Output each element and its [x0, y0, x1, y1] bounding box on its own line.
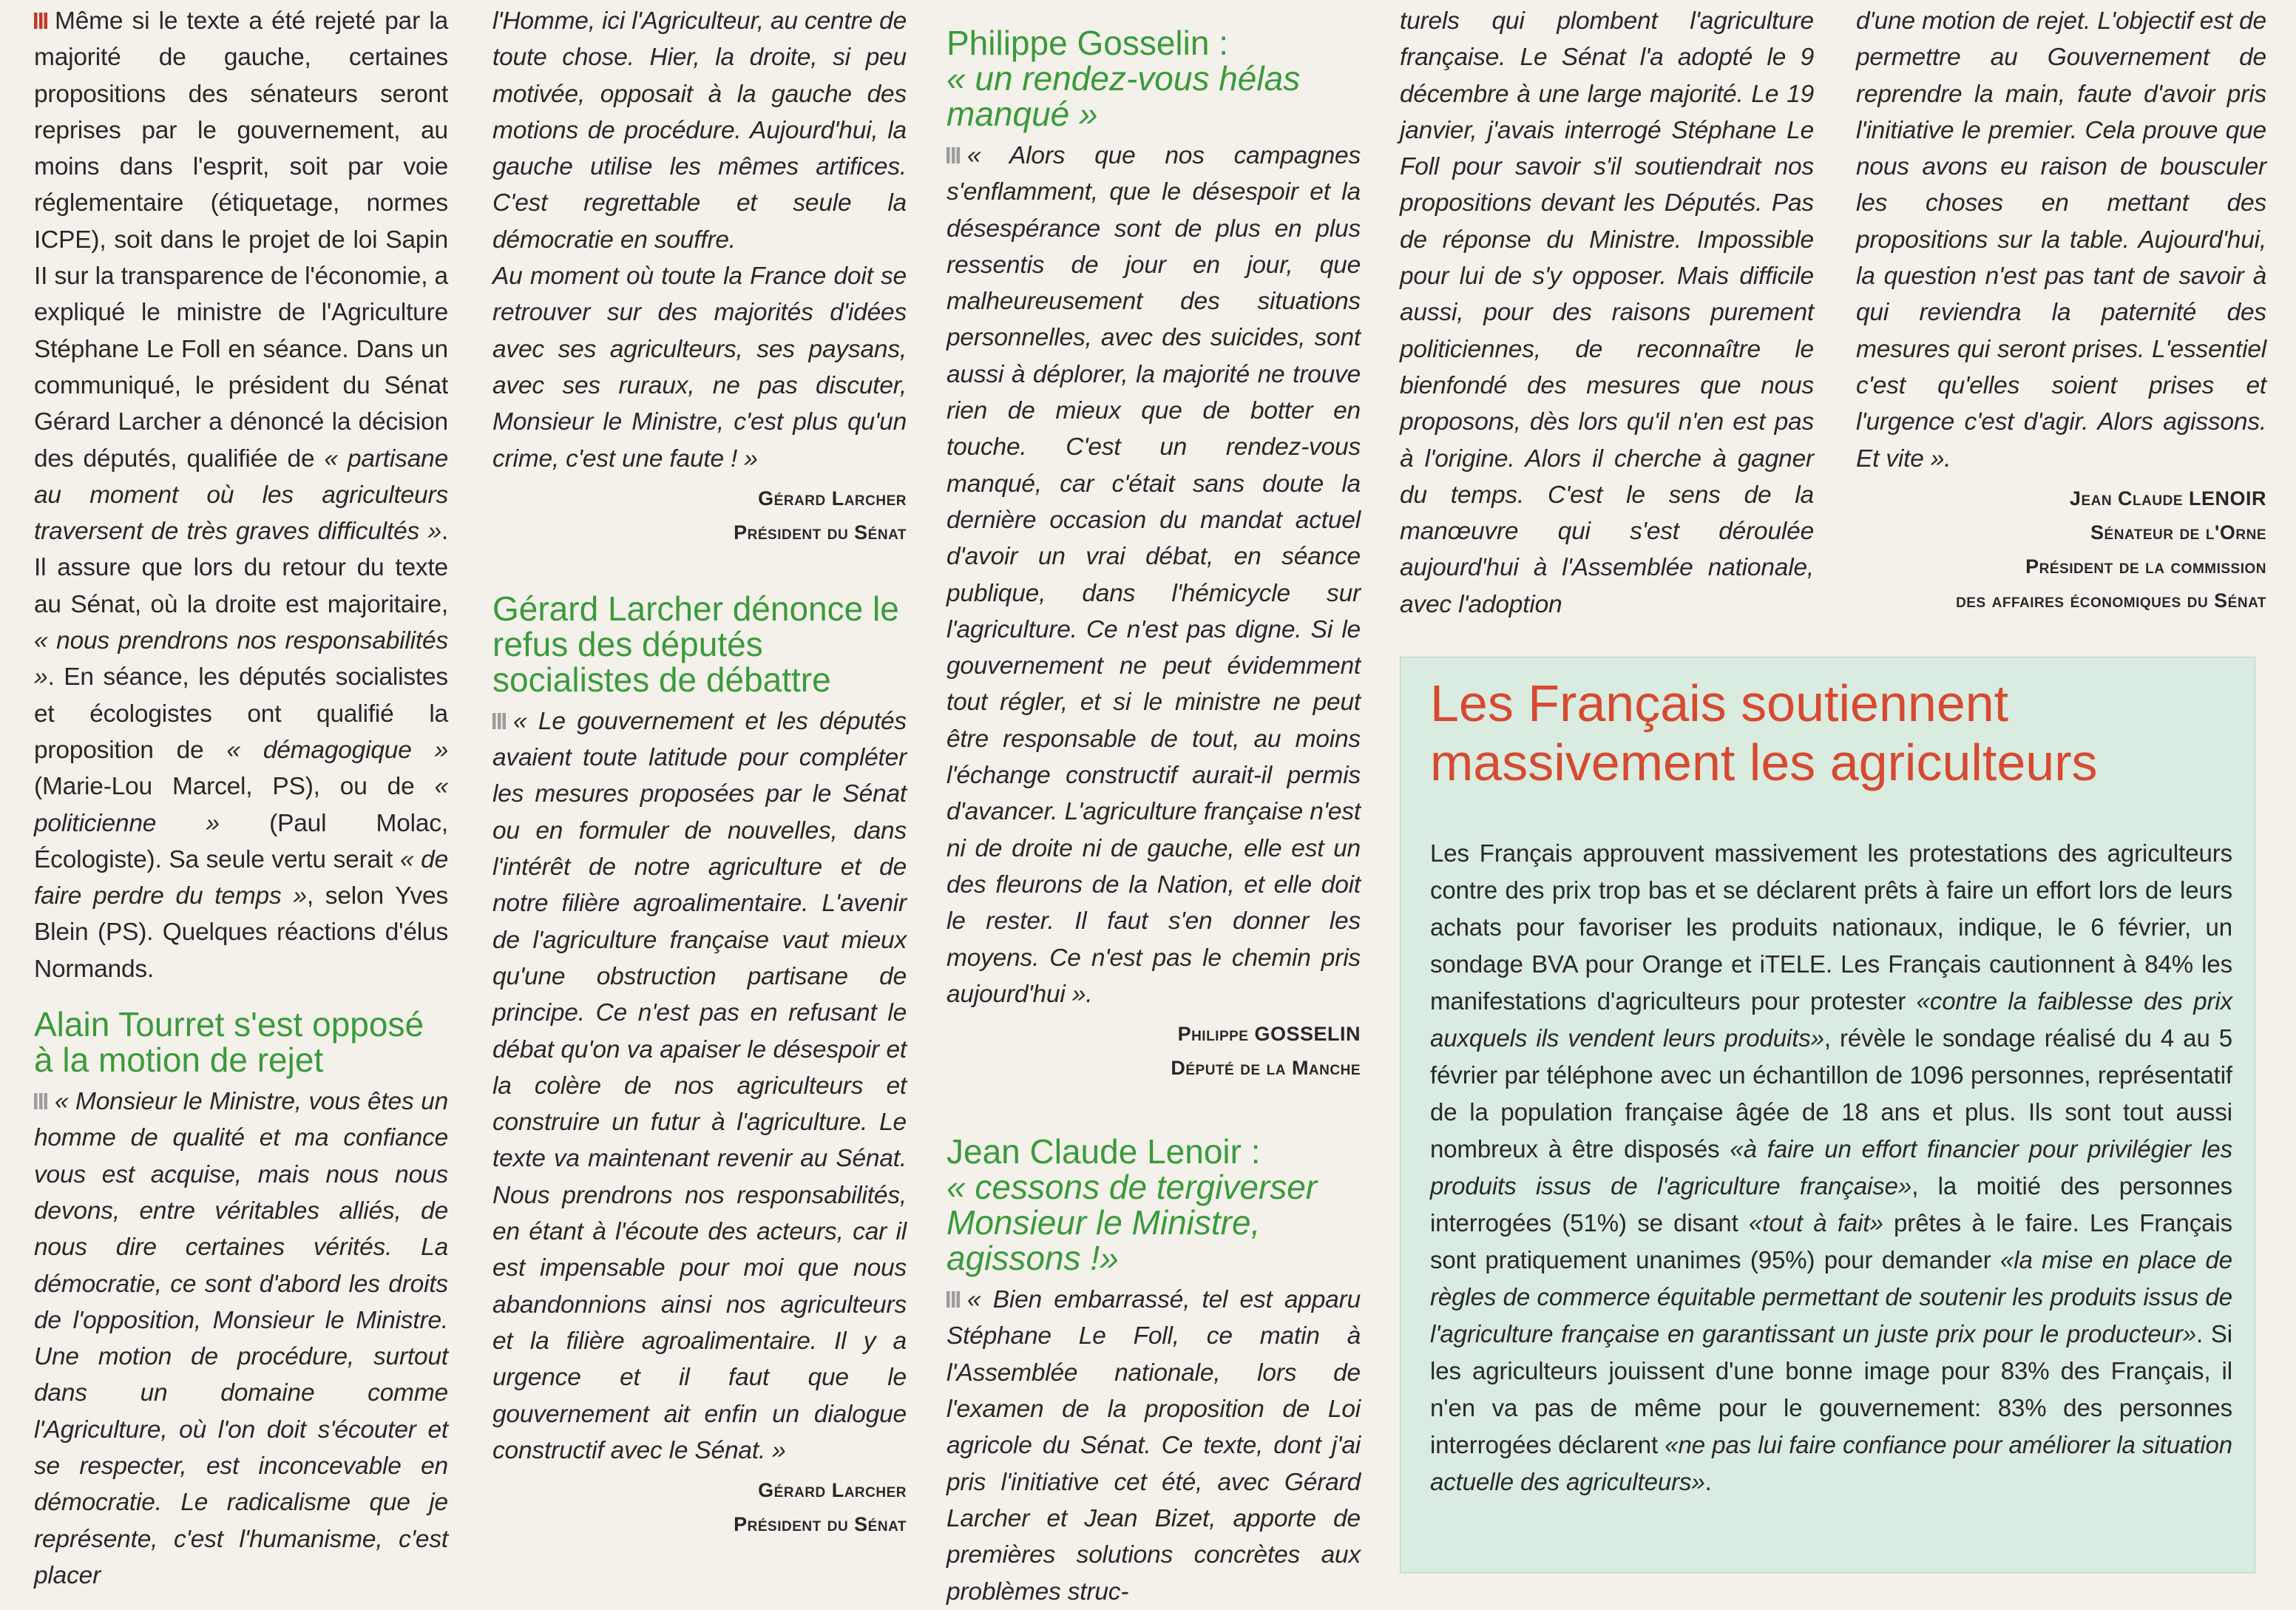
column-3 — [946, 25, 1361, 1610]
paragraph-marker-icon — [34, 1093, 47, 1109]
signature-larcher — [492, 1473, 907, 1541]
headline-lenoir-quote: « cessons de tergiverser Monsieur le Ministre, agissons !» — [946, 1168, 1318, 1278]
signature-name: Philippe GOSSELIN — [1177, 1023, 1361, 1046]
quote-larcher: « Le gouvernement et les députés avaient toute latitude pour compléter les mesures proposées par le Sénat ou en formuler de nouvelles, dans l'intérêt de notre agriculture et de notre filière agroalimentaire. L'avenir de l'agriculture française vaut mieux qu'une obstruction partisane de principe. Ce n'est pas en refusant le débat qu'on va apaiser le désespoir et la colère de nos agriculteurs et construire un futur à l'agriculture. Le texte va maintenant revenir au Sénat. Nous prendrons nos responsabilités, en étant à l'écoute des acteurs, car il est impensable pour moi que nous abandonnions ainsi nos agriculteurs et la filière agroalimentaire. Il y a urgence et il faut que le gouvernement ait enfin un dialogue constructif avec le Sénat. » — [492, 707, 907, 1464]
signature-title: Président du Sénat — [734, 521, 907, 544]
intro-paragraph: Même si le texte a été rejeté par la majorité de gauche, certaines propositions des sénateurs seront reprises par le gouvernement, au moins dans l'esprit, soit par voie réglementaire (étiquetage, normes ICPE), soit dans le projet de loi Sapin II sur la transparence de l'économie, a expliqué le ministre de l'Agriculture Stéphane Le Foll en séance. Dans un communiqué, le président du Sénat Gérard Larcher a dénoncé la décision des députés, qualifiée de « partisane au moment où les agriculteurs traversent de très graves difficultés ». Il assure que lors du retour du texte au Sénat, où la droite est majoritaire, « nous prendrons nos responsabilités ». En séance, les députés socialistes et écologistes ont qualifié la proposition de « démagogique » (Marie-Lou Marcel, PS), ou de « politicienne » (Paul Molac, Écologiste). Sa seule vertu serait « de faire perdre du temps », selon Yves Blein (PS). Quelques réactions d'élus Normands. — [34, 7, 449, 983]
column-1 — [34, 3, 448, 1594]
paragraph-marker-icon — [492, 713, 506, 729]
survey-box — [1400, 657, 2255, 1573]
paragraph-marker-icon — [946, 147, 960, 163]
signature-tourret — [492, 481, 907, 549]
column-4 — [1400, 3, 1814, 623]
signature-title: Député de la Manche — [1171, 1057, 1361, 1080]
signature-gosselin — [946, 1017, 1361, 1085]
signature-title: Sénateur de l'Orne — [2090, 521, 2266, 544]
quote-lenoir-continued: turels qui plombent l'agriculture française. Le Sénat l'a adopté le 9 décembre à une large majorité. Le 19 janvier, j'avais interrogé Stéphane Le Foll pour savoir s'il soutiendrait nos propositions devant les Députés. Pas de réponse du Ministre. Impossible pour lui de s'y opposer. Mais difficile aussi, pour des raisons purement politiciennes, de reconnaître le bienfondé des mesures que nous proposons, dès lors qu'il n'en est pas à l'origine. Alors il cherche à gagner du temps. C'est le sens de la manœuvre qui s'est déroulée aujourd'hui à l'Assemblée nationale, avec l'adoption — [1400, 7, 1814, 618]
signature-title: Président de la commission — [2025, 555, 2266, 578]
signature-name: Gérard Larcher — [758, 487, 907, 510]
headline-larcher: Gérard Larcher dénonce le refus des députés socialistes de débattre — [492, 589, 899, 699]
signature-name: Jean Claude LENOIR — [2069, 487, 2266, 510]
quote-lenoir: « Bien embarrassé, tel est apparu Stéphane Le Foll, ce matin à l'Assemblée nationale, lors de l'examen de la proposition de Loi agricole du Sénat. Ce texte, dont j'ai pris l'initiative cet été, avec Gérard Larcher et Jean Bizet, apporte de premières solutions concrètes aux problèmes struc- — [946, 1286, 1361, 1606]
quote-lenoir-continued-2: d'une motion de rejet. L'objectif est de permettre au Gouvernement de reprendre la main, faute d'avoir pris l'initiative le premier. Cela prouve que nous avons eu raison de bousculer les choses en mettant des propositions sur la table. Aujourd'hui, la question n'est pas tant de savoir à qui reviendra la paternité des mesures qui seront prises. L'essentiel c'est qu'elles soient prises et l'urgence c'est d'agir. Alors agissons. Et vite ». — [1856, 7, 2266, 473]
paragraph-marker-icon — [946, 1291, 960, 1308]
signature-name: Gérard Larcher — [758, 1479, 907, 1502]
headline-gosselin-name: Philippe Gosselin : — [946, 24, 1228, 62]
signature-title: des affaires économiques du Sénat — [1956, 589, 2266, 612]
box-title: Les Français soutiennent massivement les agriculteurs — [1430, 674, 2098, 791]
headline-lenoir-name: Jean Claude Lenoir : — [946, 1132, 1261, 1171]
headline-tourret: Alain Tourret s'est opposé à la motion de rejet — [34, 1005, 424, 1080]
headline-gosselin-quote: « un rendez-vous hélas manqué » — [946, 59, 1301, 133]
box-body: Les Français approuvent massivement les protestations des agriculteurs contre des prix trop bas et se déclarent prêts à faire un effort lors de leurs achats pour favoriser les produits nationaux, indique, le 6 février, un sondage BVA pour Orange et iTELE. Les Français cautionnent à 84% les manifestations d'agriculteurs pour protester «contre la faiblesse des prix auxquels ils vendent leurs produits», révèle le sondage réalisé du 4 au 5 février par téléphone avec un échantillon de 1096 personnes, représentatif de la population française âgée de 18 ans et plus. Ils sont tout aussi nombreux à être disposés «à faire un effort financier pour privilégier les produits issus de l'agriculture française», la moitié des personnes interrogées (51%) se disant «tout à fait» prêtes à le faire. Les Français sont pratiquement unanimes (95%) pour demander «la mise en place de règles de commerce équitable permettant de soutenir les produits issus de l'agriculture française en garantissant un juste prix pour le producteur». Si les agriculteurs jouissent d'une bonne image pour 83% des Français, il n'en va pas de même pour le gouvernement: 83% des personnes interrogées déclarent «ne pas lui faire confiance pour améliorer la situation actuelle des agriculteurs». — [1430, 839, 2233, 1495]
column-2 — [492, 3, 907, 1541]
quote-gosselin: « Alors que nos campagnes s'enflamment, que le désespoir et la désespérance sont de plus en plus ressentis de jour en jour, que malheureusement des situations personnelles, avec des suicides, sont aussi à déplorer, la majorité ne trouve rien de mieux que de botter en touche. C'est un rendez-vous manqué, car c'était sans doute la dernière occasion du mandat actuel d'avoir un vrai débat, en séance publique, dans l'hémicycle sur l'agriculture. Ce n'est pas digne. Si le gouvernement ne peut évidemment tout régler, et si le ministre ne peut être responsable de tout, au moins l'échange constructif aurait-il permis d'avancer. L'agriculture française n'est ni de droite ni de gauche, elle est un des fleurons de la Nation, et elle doit le rester. Il faut s'en donner les moyens. Ce n'est pas le chemin pris aujourd'hui ». — [946, 142, 1361, 1008]
signature-title: Président du Sénat — [734, 1513, 907, 1536]
quote-tourret-continued: l'Homme, ici l'Agriculteur, au centre de toute chose. Hier, la droite, si peu motivée, opposait à la gauche des motions de procédure. Aujourd'hui, la gauche utilise les mêmes artifices. C'est regrettable et seule la démocratie en souffre. — [492, 7, 907, 254]
paragraph-marker-icon — [34, 13, 47, 29]
signature-lenoir — [1856, 481, 2266, 618]
column-5 — [1856, 3, 2266, 618]
quote-tourret-continued-2: Au moment où toute la France doit se retrouver sur des majorités d'idées avec ses agriculteurs, ses paysans, avec ses ruraux, ne pas discuter, Monsieur le Ministre, c'est plus qu'un crime, c'est une faute ! » — [492, 263, 907, 473]
quote-tourret: « Monsieur le Ministre, vous êtes un homme de qualité et ma confiance vous est acquise, mais nous nous devons, entre véritables alliés, de nous dire certaines vérités. La démocratie, ce sont d'abord les droits de l'opposition, Monsieur le Ministre. Une motion de procédure, surtout dans un domaine comme l'Agriculture, où l'on doit s'écouter et se respecter, est inconcevable en démocratie. Le radicalisme que je représente, c'est l'humanisme, c'est placer — [34, 1088, 448, 1589]
